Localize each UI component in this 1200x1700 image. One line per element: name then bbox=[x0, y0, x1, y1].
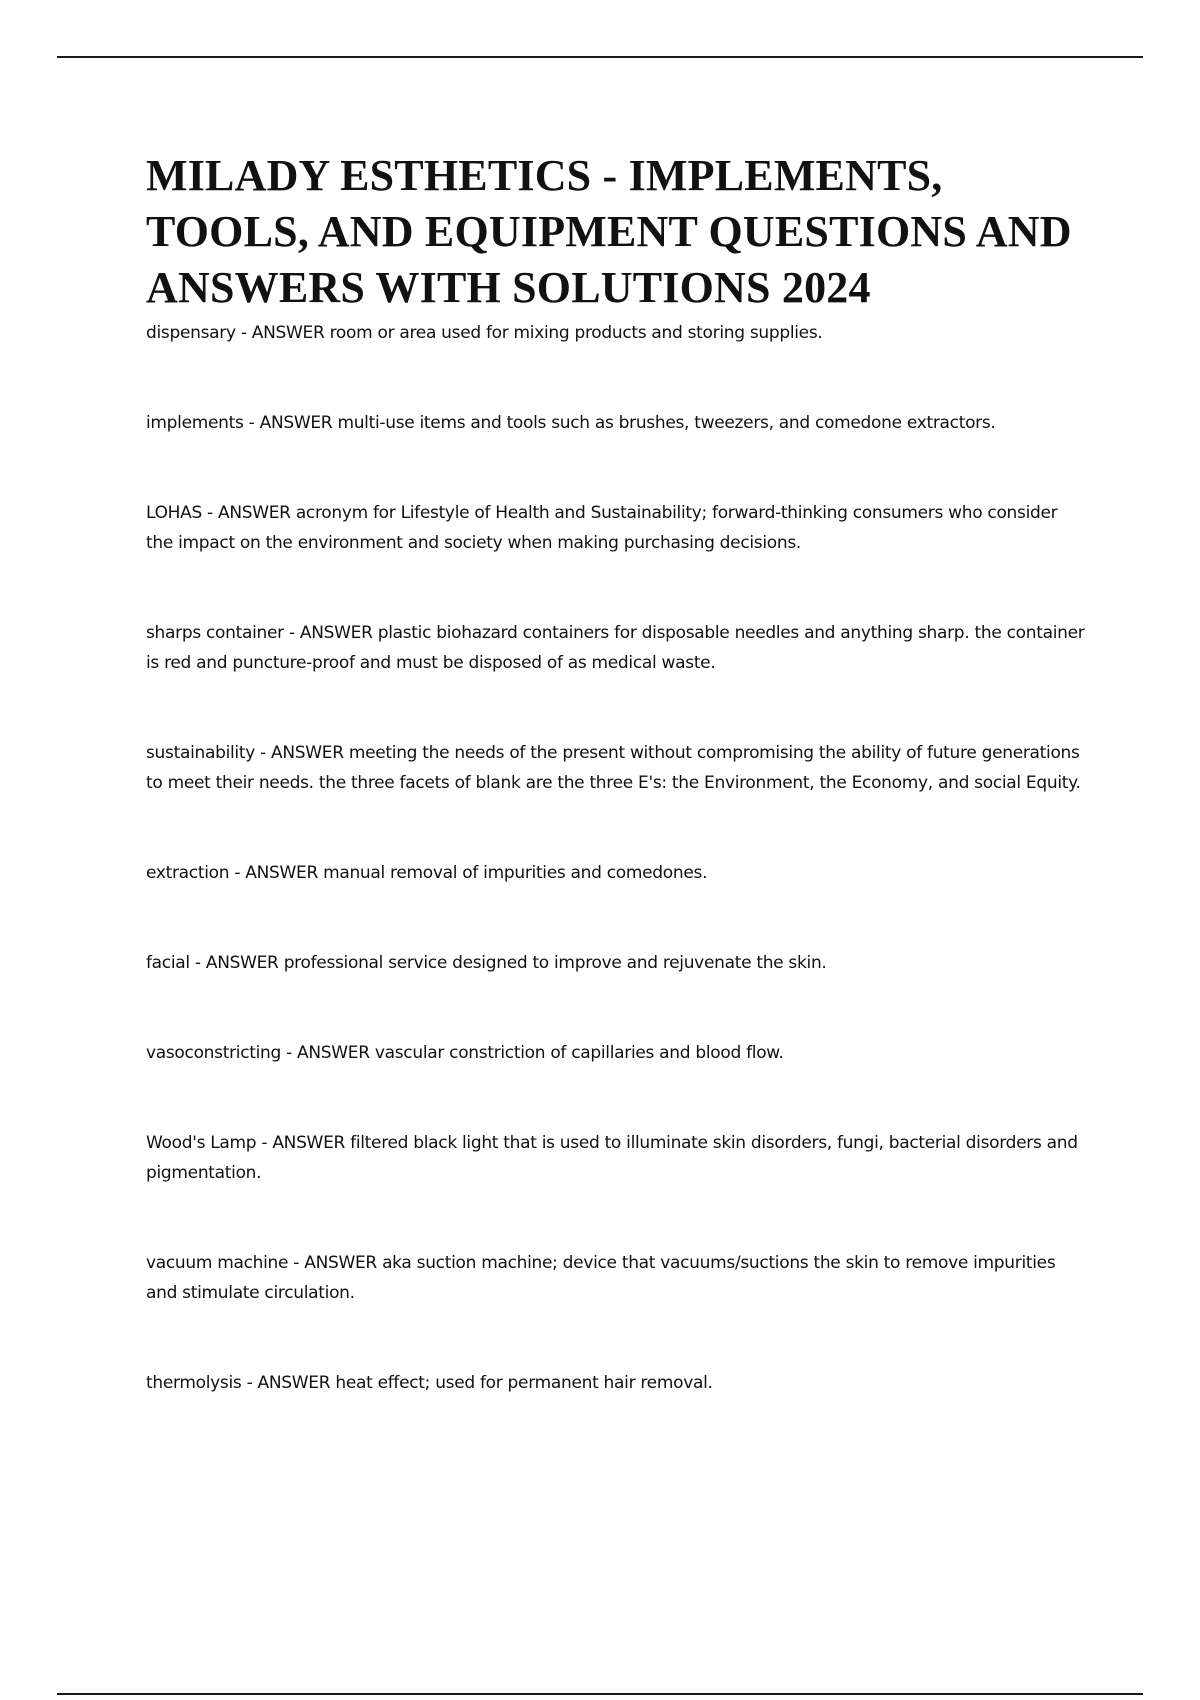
qa-item bbox=[146, 1128, 1086, 1188]
answer-separator: - ANSWER bbox=[288, 1253, 383, 1273]
qa-list bbox=[146, 318, 1086, 1398]
qa-term: vacuum machine bbox=[146, 1253, 289, 1273]
qa-item bbox=[146, 1368, 1086, 1398]
qa-item bbox=[146, 618, 1086, 678]
qa-term: facial bbox=[146, 953, 190, 973]
document-body bbox=[146, 148, 1086, 1398]
qa-item bbox=[146, 1038, 1086, 1068]
qa-term: Wood's Lamp bbox=[146, 1133, 257, 1153]
bottom-divider bbox=[57, 1693, 1143, 1695]
qa-answer: multi-use items and tools such as brushes, tweezers, and comedone extractors. bbox=[337, 413, 996, 433]
qa-item bbox=[146, 408, 1086, 438]
qa-term: sharps container bbox=[146, 623, 284, 643]
qa-item bbox=[146, 318, 1086, 348]
qa-item bbox=[146, 738, 1086, 798]
qa-answer: heat effect; used for permanent hair removal. bbox=[335, 1373, 713, 1393]
answer-separator: - ANSWER bbox=[254, 743, 349, 763]
answer-separator: - ANSWER bbox=[243, 413, 338, 433]
qa-term: vasoconstricting bbox=[146, 1043, 281, 1063]
qa-answer: vascular constriction of capillaries and blood flow. bbox=[374, 1043, 784, 1063]
qa-term: implements bbox=[146, 413, 244, 433]
qa-answer: meeting the needs of the present without compromising the ability of future generations to meet their needs. the three facets of blank are the three E's: the Environment, the Economy, and social Equity. bbox=[146, 743, 1081, 793]
qa-answer: manual removal of impurities and comedones. bbox=[323, 863, 708, 883]
qa-answer: professional service designed to improve and rejuvenate the skin. bbox=[283, 953, 827, 973]
qa-answer: aka suction machine; device that vacuums/suctions the skin to remove impurities and stimulate circulation. bbox=[146, 1253, 1056, 1303]
answer-separator: - ANSWER bbox=[201, 503, 296, 523]
answer-separator: - ANSWER bbox=[229, 863, 324, 883]
qa-item bbox=[146, 498, 1086, 558]
answer-separator: - ANSWER bbox=[241, 1373, 336, 1393]
answer-separator: - ANSWER bbox=[283, 623, 378, 643]
qa-answer: plastic biohazard containers for disposable needles and anything sharp. the container is red and puncture-proof and must be disposed of as medical waste. bbox=[146, 623, 1085, 673]
answer-separator: - ANSWER bbox=[281, 1043, 375, 1063]
qa-term: extraction bbox=[146, 863, 230, 883]
answer-separator: - ANSWER bbox=[189, 953, 284, 973]
qa-answer: room or area used for mixing products and storing supplies. bbox=[329, 323, 823, 343]
answer-separator: - ANSWER bbox=[235, 323, 330, 343]
qa-item bbox=[146, 948, 1086, 978]
qa-term: thermolysis bbox=[146, 1373, 242, 1393]
answer-separator: - ANSWER bbox=[256, 1133, 351, 1153]
qa-term: sustainability bbox=[146, 743, 255, 763]
document-title: MILADY ESTHETICS - IMPLEMENTS, TOOLS, AND EQUIPMENT QUESTIONS AND ANSWERS WITH SOLUTIONS 2024 bbox=[146, 151, 1072, 312]
qa-item bbox=[146, 1248, 1086, 1308]
qa-answer: acronym for Lifestyle of Health and Sustainability; forward-thinking consumers who consider the impact on the environment and society when making purchasing decisions. bbox=[146, 503, 1058, 553]
qa-term: LOHAS bbox=[146, 503, 202, 523]
qa-term: dispensary bbox=[146, 323, 236, 343]
qa-item bbox=[146, 858, 1086, 888]
top-divider bbox=[57, 56, 1143, 58]
qa-answer: filtered black light that is used to illuminate skin disorders, fungi, bacterial disorders and pigmentation. bbox=[146, 1133, 1078, 1183]
